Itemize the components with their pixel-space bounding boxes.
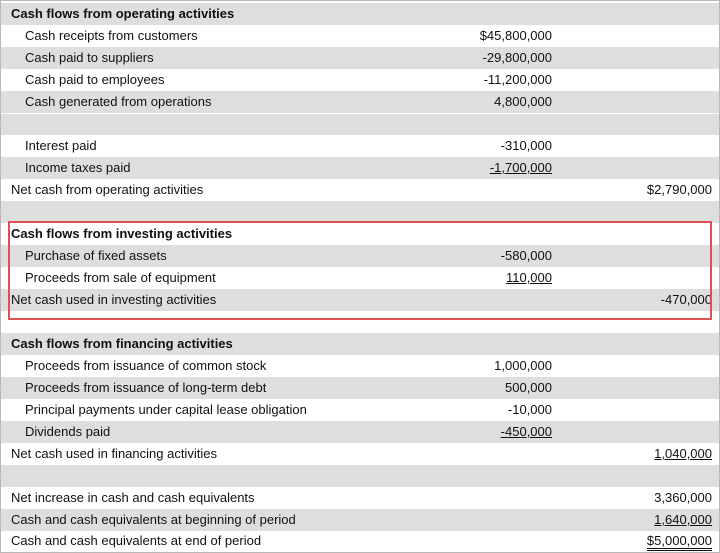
amount-value: -310,000	[500, 138, 552, 153]
row-label: Proceeds from sale of equipment	[25, 270, 216, 285]
row-label: Cash flows from financing activities	[11, 336, 233, 351]
amount-cell	[372, 135, 552, 157]
row-label: Net cash used in investing activities	[11, 292, 217, 307]
row-label: Net increase in cash and cash equivalents	[11, 490, 255, 505]
row-label: Cash and cash equivalents at end of period	[11, 533, 262, 548]
total-row	[1, 509, 719, 531]
amount-value: -580,000	[500, 248, 552, 263]
spacer-row	[1, 114, 719, 135]
table-row	[1, 355, 719, 377]
amount-value: 500,000	[505, 380, 552, 395]
amount-cell	[372, 91, 552, 113]
row-label: Cash receipts from customers	[25, 28, 198, 43]
row-label: Purchase of fixed assets	[25, 248, 167, 263]
subtotal-row	[1, 179, 719, 201]
amount-cell	[532, 443, 712, 465]
investing-highlight-box	[8, 221, 712, 320]
amount-value: -10,000	[507, 402, 552, 417]
row-label: Cash paid to suppliers	[25, 50, 154, 65]
amount-cell	[532, 530, 712, 552]
table-row	[1, 69, 719, 91]
table-row	[1, 91, 719, 113]
amount-cell	[372, 69, 552, 91]
row-label: Interest paid	[25, 138, 97, 153]
spacer-row	[1, 201, 719, 223]
row-label: Principal payments under capital lease obligation	[25, 402, 307, 417]
amount-value: 1,000,000	[494, 358, 552, 373]
amount-value: 3,360,000	[654, 490, 712, 505]
amount-value: $2,790,000	[646, 182, 712, 197]
amount-cell	[372, 157, 552, 179]
total-row	[1, 487, 719, 509]
section-heading-operating	[1, 3, 719, 25]
row-label: Proceeds from issuance of long-term debt	[25, 380, 267, 395]
amount-cell	[532, 179, 712, 201]
section-heading-financing	[1, 333, 719, 355]
amount-value: -470,000	[660, 292, 712, 307]
amount-cell	[532, 509, 712, 531]
amount-cell	[532, 487, 712, 509]
amount-value: 1,040,000	[654, 446, 712, 461]
amount-value: 4,800,000	[494, 94, 552, 109]
spacer-row	[1, 465, 719, 487]
row-label: Income taxes paid	[25, 160, 131, 175]
amount-value: 1,640,000	[654, 512, 712, 527]
table-row	[1, 377, 719, 399]
table-row	[1, 421, 719, 443]
amount-cell	[372, 25, 552, 47]
amount-cell	[372, 355, 552, 377]
subtotal-row	[1, 443, 719, 465]
amount-cell	[372, 377, 552, 399]
amount-value: 110,000	[505, 270, 552, 285]
table-row	[1, 399, 719, 421]
amount-value: $5,000,000	[647, 533, 712, 551]
table-row	[1, 47, 719, 69]
row-label: Net cash from operating activities	[11, 182, 204, 197]
row-label: Net cash used in financing activities	[11, 446, 217, 461]
row-label: Cash and cash equivalents at beginning of period	[11, 512, 296, 527]
table-row	[1, 25, 719, 47]
row-label: Proceeds from issuance of common stock	[25, 358, 267, 373]
row-label: Cash paid to employees	[25, 72, 165, 87]
row-label: Cash generated from operations	[25, 94, 212, 109]
amount-cell	[372, 421, 552, 443]
amount-value: -450,000	[500, 424, 552, 439]
table-row	[1, 135, 719, 157]
row-label: Dividends paid	[25, 424, 111, 439]
row-label: Cash flows from investing activities	[11, 226, 233, 241]
amount-cell	[372, 399, 552, 421]
amount-value: -1,700,000	[489, 160, 552, 175]
amount-value: -11,200,000	[483, 72, 552, 87]
total-row	[1, 530, 719, 552]
amount-value: $45,800,000	[479, 28, 552, 43]
table-row	[1, 157, 719, 179]
row-label: Cash flows from operating activities	[11, 6, 235, 21]
amount-value: -29,800,000	[482, 50, 552, 65]
amount-cell	[372, 47, 552, 69]
